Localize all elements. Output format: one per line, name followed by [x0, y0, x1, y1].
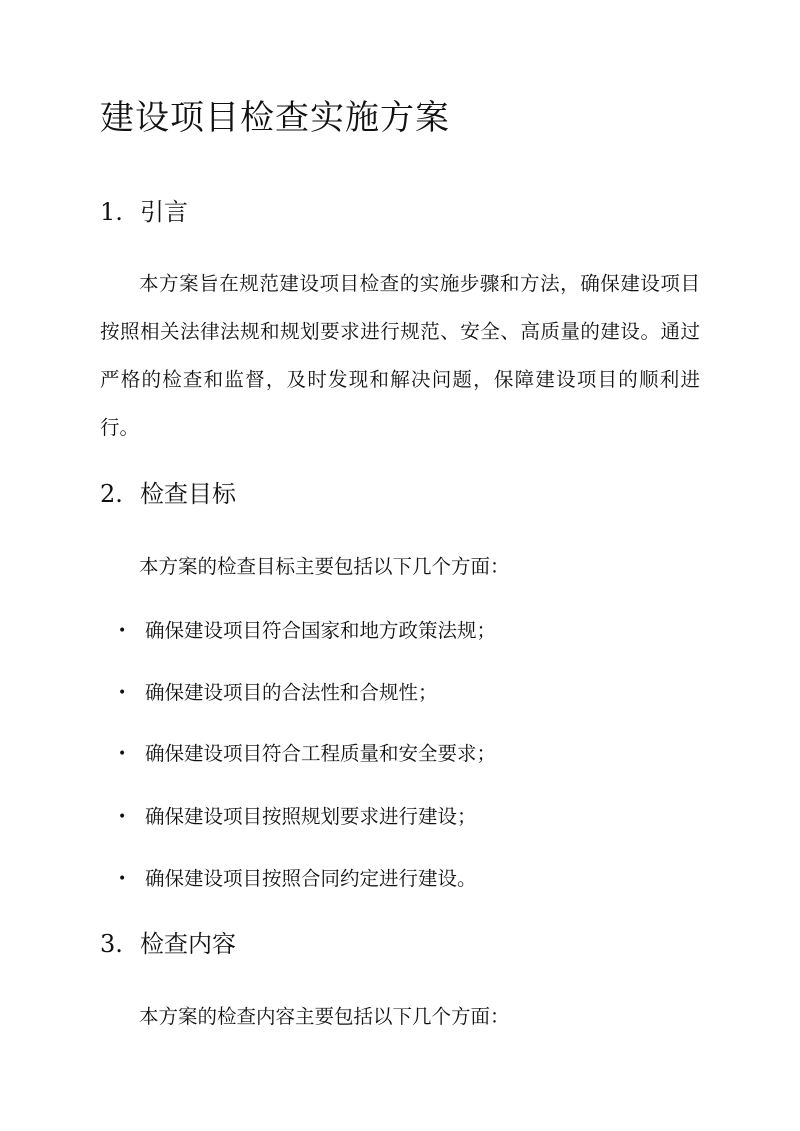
- list-item-text: 确保建设项目符合工程质量和安全要求；: [145, 742, 497, 765]
- list-item: [118, 802, 477, 832]
- list-item-text: 确保建设项目按照规划要求进行建设；: [145, 805, 477, 828]
- list-item-text: 确保建设项目的合法性和合规性；: [145, 681, 438, 704]
- inspection-content-intro: 本方案的检查内容主要包括以下几个方面：: [139, 1005, 510, 1028]
- bullet-icon: [118, 739, 126, 747]
- bullet-icon: [118, 616, 126, 624]
- list-item: [118, 864, 477, 894]
- section-title: 引言: [140, 198, 188, 226]
- list-item-text: 确保建设项目符合国家和地方政策法规；: [145, 619, 497, 642]
- document-title: 建设项目检查实施方案: [100, 98, 450, 138]
- list-item-text: 确保建设项目按照合同约定进行建设。: [145, 867, 477, 890]
- section-number: 2.: [100, 480, 123, 508]
- section-heading-objectives: [100, 478, 236, 510]
- list-item: [118, 678, 438, 708]
- section-number: 1.: [100, 198, 123, 226]
- bullet-icon: [118, 802, 126, 810]
- bullet-icon: [118, 678, 126, 686]
- section-title: 检查目标: [140, 480, 236, 508]
- section-heading-introduction: [100, 196, 188, 228]
- introduction-paragraph: 本方案旨在规范建设项目检查的实施步骤和方法，确保建设项目按照相关法律法规和规划要求进行规范、安全、高质量的建设。通过严格的检查和监督，及时发现和解决问题，保障建设项目的顺利进行。: [100, 272, 700, 439]
- section-heading-inspection-content: [100, 928, 236, 960]
- objectives-intro: 本方案的检查目标主要包括以下几个方面：: [139, 555, 510, 578]
- section-number: 3.: [100, 930, 123, 958]
- list-item: [118, 616, 496, 646]
- list-item: [118, 739, 496, 769]
- section-title: 检查内容: [140, 930, 236, 958]
- bullet-icon: [118, 864, 126, 872]
